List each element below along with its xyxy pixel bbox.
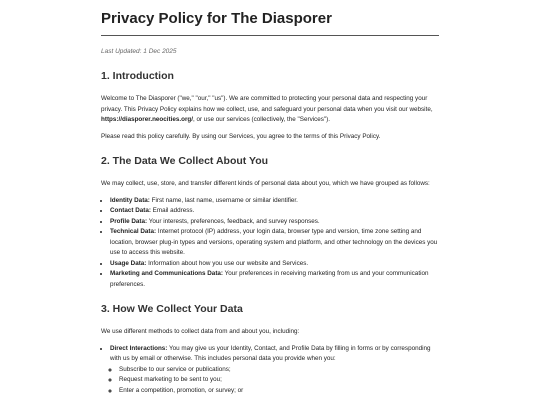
introduction-text-start: Welcome to The Diasporer ("we," "our," "us"). We are committed to protecting your personal data and respecting your privacy. This Privacy Policy explains how we collect, use, and safeguard your personal data when you visit our website, <box>101 95 433 113</box>
collection-methods-list <box>101 344 439 397</box>
list-item <box>110 227 439 259</box>
list-item-text: Your interests, preferences, feedback, and survey responses. <box>147 217 320 225</box>
introduction-agreement-paragraph: Please read this policy carefully. By using our Services, you agree to the terms of this Privacy Policy. <box>101 132 381 140</box>
list-item-text: Your preferences in receiving marketing from us and your communication preferences. <box>110 270 429 288</box>
list-item-text: Information about how you use our website and Services. <box>146 259 309 267</box>
introduction-text-end: , or use our services (collectively, the "Services"). <box>193 116 331 123</box>
section-heading-data-collected: 2. The Data We Collect About You <box>101 155 269 167</box>
list-item-label: Identity Data: <box>110 196 150 204</box>
data-categories-list <box>101 196 439 291</box>
page-title: Privacy Policy for The Diasporer <box>101 10 332 27</box>
list-item-label: Usage Data: <box>110 259 147 267</box>
introduction-paragraph <box>101 94 439 126</box>
last-updated-text: Last Updated: 1 Dec 2025 <box>101 48 177 55</box>
sublist-item: ◦ Subscribe to our service or publications; <box>119 365 439 376</box>
policy-content <box>101 0 439 396</box>
how-we-collect-intro: We use different methods to collect data from and about you, including: <box>101 328 300 335</box>
sublist-item: ◦ Request marketing to be sent to you; <box>119 375 439 386</box>
list-item <box>110 196 439 207</box>
list-item <box>110 259 439 270</box>
sublist-item: ◦ Enter a competition, promotion, or survey; or <box>119 386 439 397</box>
list-item-text: First name, last name, username or similar identifier. <box>149 196 298 204</box>
list-item-label: Marketing and Communications Data: <box>110 270 224 277</box>
data-collected-intro: We may collect, use, store, and transfer different kinds of personal data about you, which we have grouped as follows: <box>101 180 430 187</box>
title-divider <box>101 35 439 36</box>
section-heading-how-we-collect: 3. How We Collect Your Data <box>101 303 243 315</box>
list-item <box>110 269 439 290</box>
list-item-label: Technical Data: <box>110 228 157 235</box>
list-item-text: You may give us your Identity, Contact, and Profile Data by filling in forms or by corresponding with us by email or otherwise. This includes personal data you provide when you: <box>110 344 431 362</box>
website-link[interactable]: https://diasporer.neocities.org/ <box>101 116 194 123</box>
direct-interactions-sublist <box>110 365 439 397</box>
list-item <box>110 206 439 217</box>
list-item-label: Contact Data: <box>110 207 151 214</box>
list-item <box>110 344 439 397</box>
list-item-text: Internet protocol (IP) address, your login data, browser type and version, time zone setting and location, browser plug-in types and versions, operating system and platform, and other technology on the devices you use to access this website. <box>110 228 438 256</box>
list-item-text: Email address. <box>150 207 195 214</box>
section-heading-introduction: 1. Introduction <box>101 70 174 82</box>
list-item <box>110 217 439 228</box>
list-item-label: Direct Interactions: <box>110 344 168 352</box>
list-item-label: Profile Data: <box>110 217 148 225</box>
